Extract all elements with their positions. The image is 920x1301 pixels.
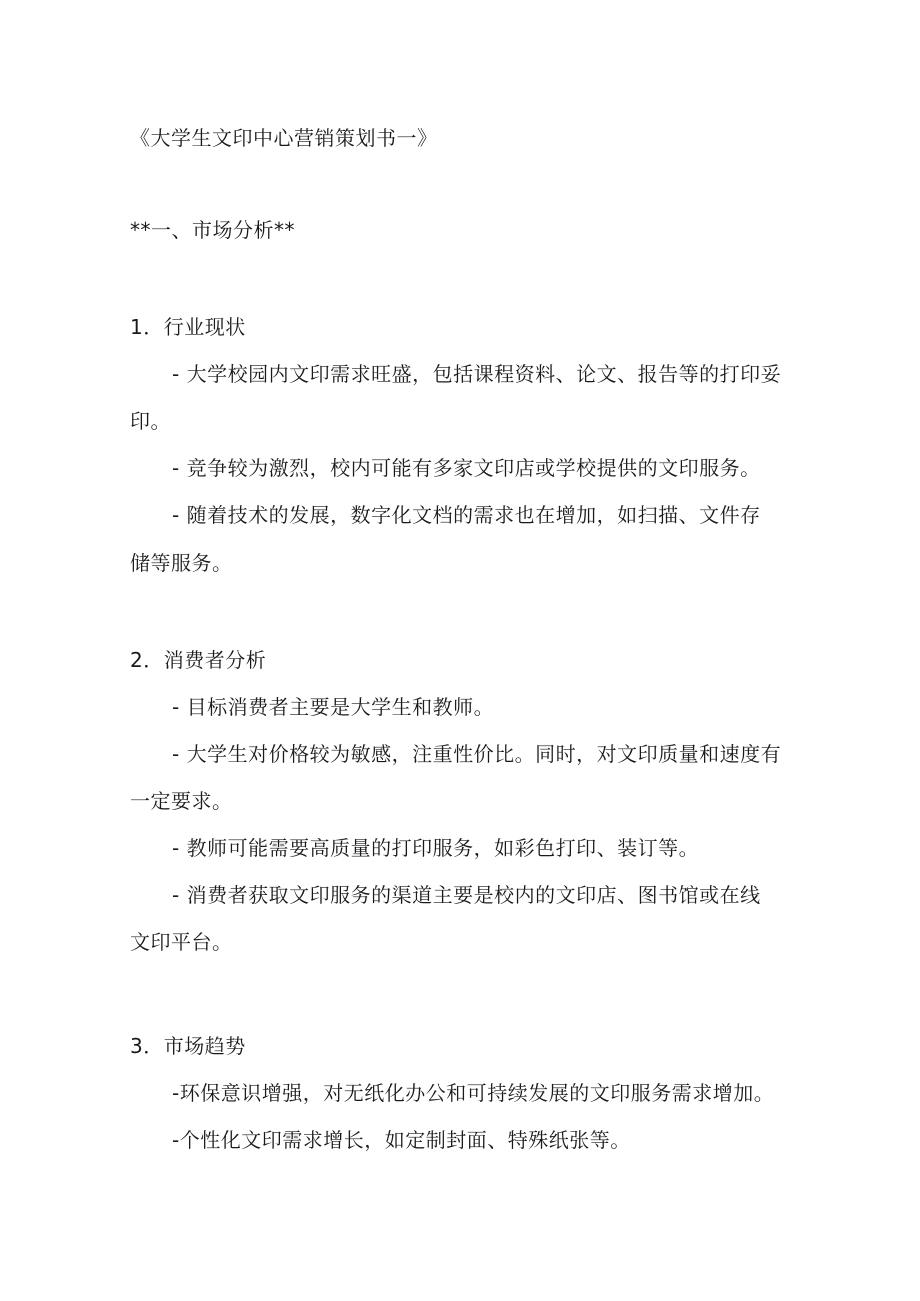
paragraph-line: 一定要求。 — [130, 789, 233, 813]
paragraph-line: 储等服务。 — [130, 551, 233, 575]
paragraph-line: -环保意识增强，对无纸化办公和可持续发展的文印服务需求增加。 — [172, 1081, 775, 1105]
paragraph-line: - 随着技术的发展，数字化文档的需求也在增加，如扫描、文件存 — [172, 503, 761, 527]
paragraph-line: 印。 — [130, 409, 171, 433]
subsection-heading-consumer-analysis: 2．消费者分析 — [130, 648, 267, 672]
paragraph-line: -个性化文印需求增长，如定制封面、特殊纸张等。 — [172, 1128, 631, 1152]
section-heading-market-analysis: **一、市场分析** — [130, 218, 295, 242]
paragraph-line: - 大学生对价格较为敏感，注重性价比。同时，对文印质量和速度有 — [172, 742, 782, 766]
paragraph-line: - 竞争较为激烈，校内可能有多家文印店或学校提供的文印服务。 — [172, 456, 761, 480]
paragraph-line: - 大学校园内文印需求旺盛，包括课程资料、论文、报告等的打印妥 — [172, 362, 782, 386]
paragraph-line: - 教师可能需要高质量的打印服务，如彩色打印、装订等。 — [172, 836, 700, 860]
paragraph-line: 文印平台。 — [130, 930, 233, 954]
subsection-heading-industry-status: 1．行业现状 — [130, 315, 246, 339]
subsection-heading-market-trends: 3．市场趋势 — [130, 1034, 246, 1058]
paragraph-line: - 消费者获取文印服务的渠道主要是校内的文印店、图书馆或在线 — [172, 883, 761, 907]
paragraph-line: - 目标消费者主要是大学生和教师。 — [172, 695, 495, 719]
document-title: 《大学生文印中心营销策划书一》 — [130, 126, 438, 150]
